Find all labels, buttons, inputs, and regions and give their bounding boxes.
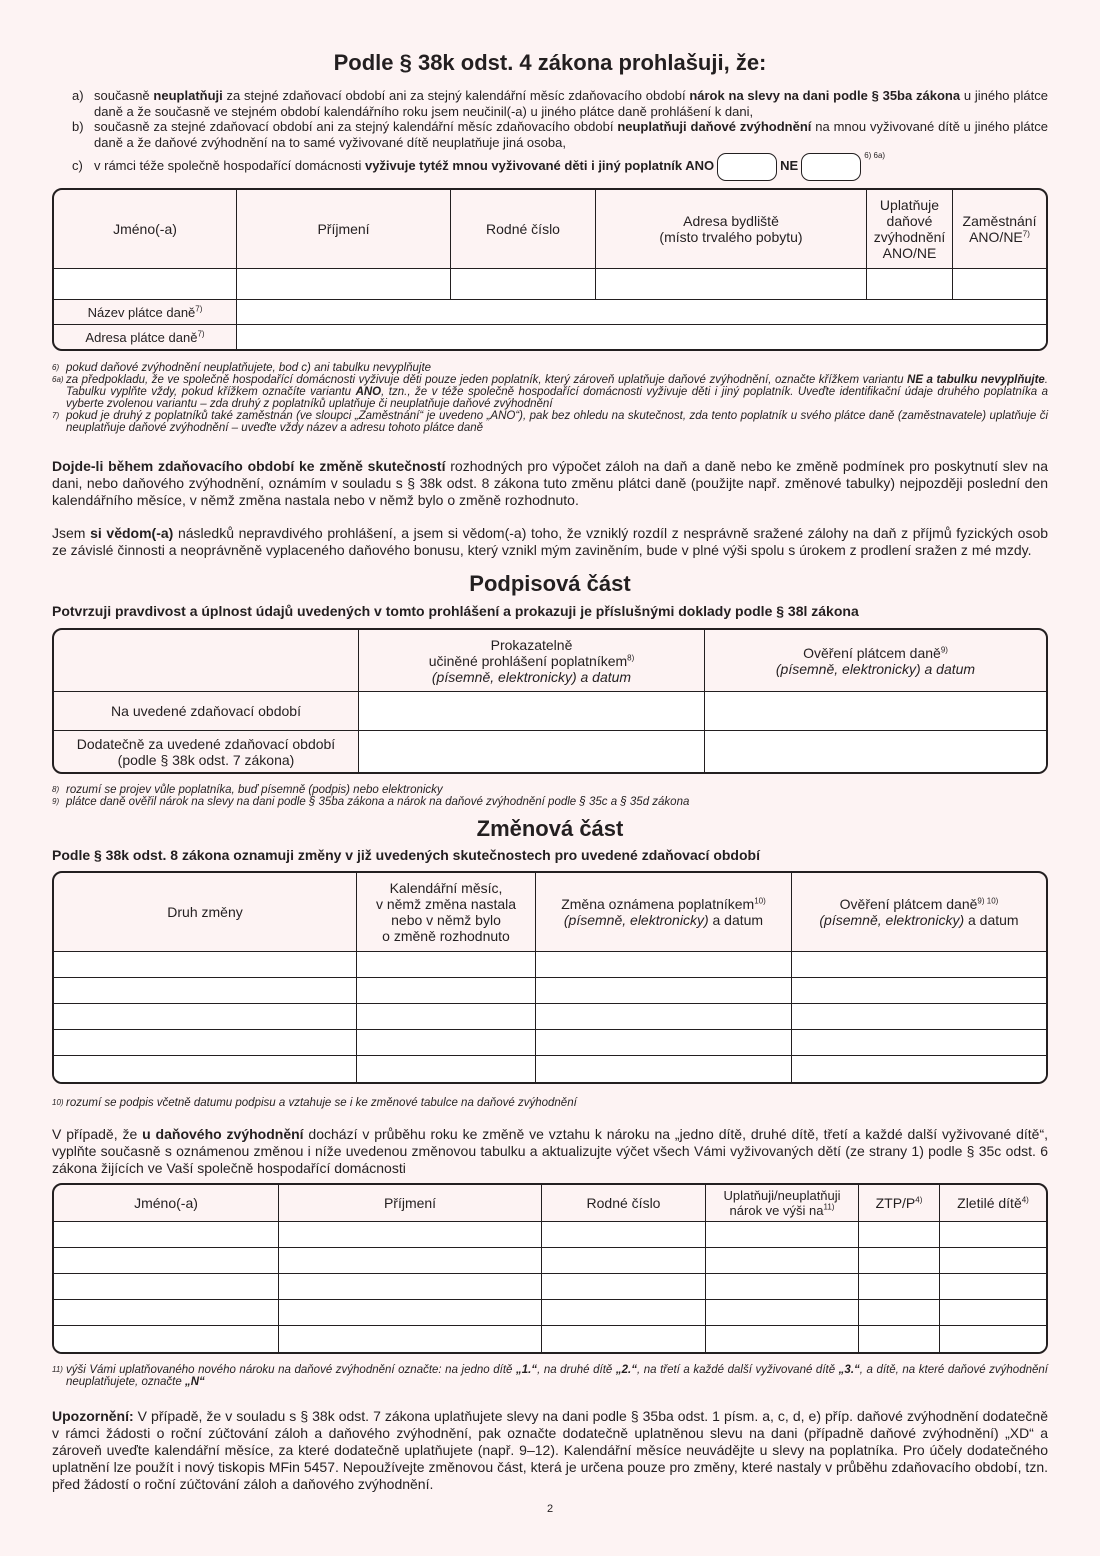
text: Kalendářní měsíc,: [389, 880, 503, 896]
text: Jsem: [52, 525, 91, 541]
page-title: Podle § 38k odst. 4 zákona prohlašuji, že:: [333, 50, 767, 75]
payer-name-label: [54, 300, 237, 325]
text: o změně rozhodnuto: [382, 928, 510, 944]
table-row: [54, 1274, 1046, 1300]
footnote-ref: 7): [195, 304, 203, 314]
signature-subheading: Potvrzuji pravdivost a úplnost údajů uvedených v tomto prohlášení a prokazuji je příslušnými doklady podle § 38l zákona: [52, 603, 859, 619]
footnote: [52, 374, 1048, 410]
cell[interactable]: [940, 1326, 1046, 1352]
payer-address-cell[interactable]: [237, 325, 1046, 349]
change-heading: Změnová část: [476, 816, 624, 841]
cell[interactable]: [940, 1274, 1046, 1300]
footnotes-2: [52, 784, 1048, 808]
warning-paragraph: [52, 1408, 1048, 1493]
cell[interactable]: [279, 1300, 542, 1326]
text: V případě, že: [52, 1126, 143, 1142]
text: , na třetí a každé další vyživované dítě: [636, 1364, 839, 1376]
text: Adresa bydliště: [683, 213, 779, 229]
footnote-mark: 6a): [52, 375, 64, 384]
item-label: a): [72, 88, 84, 103]
text: v němž změna nastala: [375, 896, 517, 912]
table-row: [54, 1300, 1046, 1326]
table-row: [54, 1030, 1046, 1056]
text: nebo v němž bylo: [391, 912, 501, 928]
footnote-ref: 7): [197, 329, 205, 339]
text: V případě, že v souladu s § 38k odst. 7 zákona uplatňujete slevy na dani podle § 35ba odst. 1 písm. a, c, d, e) příp. daňové zvýhodnění dodatečně v rámci žádosti o roční zúčtování záloh a daňového zvýhodnění, pak označte dodatečně uplatněnou slevu na dani (případně daňové zvýhodnění) „XD“ a zároveň uveďte kalendářní měsíce, za které dodatečně uplatňujete (např. 9–12). Kalendářní měsíce neuvádějte u slevy na poplatníka. Pro účely dodatečného uplatnění lze použít i nový tiskopis MFin 5457. Nepoužívejte změnovou část, která je určena pouze pro změny, které nastaly v průběhu zdaňovacího období, tzn. před žádostí o roční zúčtování záloh a daňového zvýhodnění.: [52, 1408, 1048, 1492]
footnote-text: pokud je druhý z poplatníků také zaměstnán (ve sloupci „Zaměstnání“ je uvedeno „ANO“), pak bez ohledu na skutečnost, zda tento poplatník u svého plátce daně (zaměstnavatele) uplatňuje či neuplatňuje daňové zvýhodnění – uveďte vždy název a adresu tohoto plátce daně: [66, 410, 1048, 434]
cell[interactable]: [859, 1222, 940, 1248]
tax-benefit-cell[interactable]: [867, 269, 953, 300]
text: na mnou vyživované dítě u jiného plátce daně a že daňové zvýhodnění na to samé vyživované dítě neuplatňuje jiná osoba,: [94, 119, 1048, 150]
footnote-mark: 7): [52, 411, 60, 420]
footnote-ref: 4): [1021, 1195, 1029, 1205]
text-italic: (písemně, elektronicky): [563, 912, 709, 928]
text-italic: (písemně, elektronicky): [819, 912, 965, 928]
footnote: [52, 796, 1048, 808]
text: Zletilé dítě: [957, 1195, 1022, 1211]
row-label-additional: [54, 731, 359, 772]
footnote: [52, 1097, 1048, 1109]
cell[interactable]: [357, 978, 536, 1004]
footnote-ref: 9) 10): [977, 896, 999, 906]
table-row: [54, 1248, 1046, 1274]
text: současně za stejné zdaňovací období ani za stejný kalendářní měsíc zdaňovacího období: [94, 119, 618, 134]
cell[interactable]: [706, 1326, 859, 1352]
awareness-paragraph: [52, 525, 1048, 559]
footnote-ref: 4): [915, 1195, 923, 1205]
change-table: [52, 871, 1048, 1084]
cell[interactable]: [706, 1300, 859, 1326]
declaration-additional-cell[interactable]: [359, 731, 705, 772]
cell[interactable]: [279, 1222, 542, 1248]
text-bold: neuplatňuji: [153, 88, 223, 103]
text-bold: vyživuje tytéž mnou vyživované děti i jiný poplatník ANO: [364, 158, 715, 173]
surname-cell[interactable]: [237, 269, 451, 300]
cell[interactable]: [54, 1056, 357, 1082]
text: Adresa plátce daně: [85, 329, 198, 345]
footnote-ref: 11): [823, 1202, 835, 1212]
col-header-declaration: [359, 630, 705, 692]
verification-period-cell[interactable]: [705, 692, 1046, 731]
text-bold: „2.“: [615, 1364, 637, 1376]
footnote-text: rozumí se projev vůle poplatníka, buď písemně (podpis) nebo elektronicky: [66, 784, 443, 796]
col-header-change-type: Druh změny: [54, 873, 357, 952]
table-row: [54, 1326, 1046, 1352]
text: Uplatňuji/neuplatňuji: [723, 1188, 841, 1203]
col-header-ztp: [859, 1185, 940, 1222]
col-header-child-birth-number: Rodné číslo: [542, 1185, 706, 1222]
col-header-adult-child: [940, 1185, 1046, 1222]
cell[interactable]: [54, 1248, 279, 1274]
item-text: [94, 119, 1048, 150]
cell[interactable]: [536, 1056, 792, 1082]
change-subheading: Podle § 38k odst. 8 zákona oznamuji změny v již uvedených skutečnostech pro uvedené zdaňovací období: [52, 847, 760, 863]
cell[interactable]: [792, 1056, 1046, 1082]
item-text: [94, 152, 1048, 182]
footnote: [52, 784, 1048, 796]
cell[interactable]: [279, 1248, 542, 1274]
footnote: [52, 410, 1048, 434]
cell[interactable]: [792, 952, 1046, 978]
declaration-item-c: [72, 152, 1048, 182]
cell[interactable]: [536, 978, 792, 1004]
name-cell[interactable]: [54, 269, 237, 300]
cell[interactable]: [536, 1004, 792, 1030]
text-italic: (písemně, elektronicky) a datum: [775, 660, 976, 677]
cell[interactable]: [54, 978, 357, 1004]
payer-address-label: [54, 325, 237, 349]
cell[interactable]: [54, 1030, 357, 1056]
table-row: [54, 1056, 1046, 1082]
cell[interactable]: [279, 1274, 542, 1300]
cell[interactable]: [859, 1326, 940, 1352]
text-bold: „3.“: [838, 1364, 860, 1376]
cell[interactable]: [542, 1326, 706, 1352]
cell[interactable]: [792, 1030, 1046, 1056]
text: Zaměstnání: [962, 213, 1037, 229]
col-header-name: Jméno(-a): [54, 190, 237, 269]
text-bold: si vědom(-a): [90, 525, 174, 541]
text: . Tabulku vyplňte vždy, pokud křížkem označíte variantu: [66, 374, 1048, 398]
cell[interactable]: [859, 1300, 940, 1326]
table-row: [54, 1222, 1046, 1248]
text: Ověření plátcem daně: [803, 644, 941, 661]
text: ANO/NE: [882, 245, 937, 261]
cell[interactable]: [542, 1300, 706, 1326]
col-header-change-verified: [792, 873, 1046, 952]
text: , na druhé dítě: [537, 1364, 616, 1376]
cell[interactable]: [940, 1222, 1046, 1248]
cell[interactable]: [357, 952, 536, 978]
employment-cell[interactable]: [953, 269, 1046, 300]
text-bold: „1.“: [515, 1364, 538, 1376]
cell[interactable]: [357, 1030, 536, 1056]
item-text: [94, 88, 1048, 119]
col-header-employment: [953, 190, 1046, 269]
cell[interactable]: [542, 1248, 706, 1274]
text: rozhodných pro výpočet záloh na daň a daně nebo ke změně podmínek pro poskytnutí slev na dani, nebo daňového zvýhodnění, oznámím v souladu s § 38k odst. 8 zákona tuto změnu plátci daně (použijte např. změnové tabulky) nejpozději poslední den kalendářního měsíce, v němž změna nastala nebo v němž bylo o změně rozhodnuto.: [52, 458, 1048, 508]
text: daňové: [886, 213, 933, 229]
cell[interactable]: [536, 952, 792, 978]
payer-name-cell[interactable]: [237, 300, 1046, 325]
text: v rámci téže společně hospodařící domácnosti: [94, 158, 365, 173]
text: současně: [94, 88, 154, 103]
text: následků nepravdivého prohlášení, a jsem si vědom(-a) toho, že vzniklý rozdíl z nesprávně sražené zálohy na daň z příjmů fyzických osob ze závislé činnosti a neoprávněně vyplaceného daňového bonusu, který vznikl mým zaviněním, bude v plné výši spolu s úrokem z prodlení sražen z mé mzdy.: [52, 525, 1049, 558]
text: a datum: [708, 912, 764, 928]
text: , tzn., že v téže společně hospodařící domácnosti vyživuje děti i jiný poplatník. Uveďte identifikační údaje druhého poplatníka a vyberte zvolenou variantu – zda druhý z poplatníků uplatňuje či neuplatňuje daňové zvýhodnění: [66, 386, 1048, 410]
cell[interactable]: [536, 1030, 792, 1056]
text: dochází v průběhu roku ke změně ve vztahu k nároku na „jedno dítě, druhé dítě, třetí a každé další vyživované dítě“, vyplňte současně s oznámenou změnou i níže uvedenou změnovou tabulku a aktualizujte výčet všech Vámi vyživovaných dětí (ze strany 1) podle § 35c odst. 6 zákona žijících ve Vaší společně hospodařící domácnosti: [52, 1126, 1048, 1176]
footnote-text: pokud daňové zvýhodnění neuplatňujete, bod c) ani tabulku nevyplňujte: [66, 362, 432, 374]
footnote-mark: 6): [52, 363, 60, 372]
text: (místo trvalého pobytu): [659, 229, 803, 245]
verification-additional-cell[interactable]: [705, 731, 1046, 772]
change-duty-paragraph: [52, 458, 1048, 509]
col-header-surname: Příjmení: [237, 190, 451, 269]
text: za stejné zdaňovací období ani za stejný kalendářní měsíc zdaňovacího období: [222, 88, 690, 103]
declaration-item-b: [72, 119, 1048, 150]
other-taxpayer-table: [52, 188, 1048, 351]
text: výši Vámi uplatňovaného nového nároku na daňové zvýhodnění označte: na jedno dítě: [66, 1364, 516, 1376]
text: ANO/NE: [969, 229, 1023, 245]
text: (podle § 38k odst. 7 zákona): [117, 751, 295, 768]
col-header-month: [357, 873, 536, 952]
col-header-address: [596, 190, 867, 269]
cell[interactable]: [54, 952, 357, 978]
footnote-text: plátce daně ověřil nárok na slevy na dani podle § 35ba zákona a nárok na daňové zvýhodnění podle § 35c a § 35d zákona: [66, 796, 690, 808]
row-label-period: Na uvedené zdaňovací období: [54, 692, 359, 731]
col-header-verification: [705, 630, 1046, 692]
tax-benefit-change-paragraph: [52, 1126, 1048, 1177]
text-bold: NE a tabulku nevyplňujte: [907, 374, 1045, 386]
footnote-text: [66, 374, 1048, 410]
cell[interactable]: [54, 1274, 279, 1300]
col-header-tax-benefit: [867, 190, 953, 269]
cell[interactable]: [940, 1300, 1046, 1326]
text: Dodatečně za uvedené zdaňovací období: [76, 735, 336, 752]
cell[interactable]: [357, 1004, 536, 1030]
text: nárok ve výši na: [729, 1203, 824, 1218]
ano-checkbox[interactable]: [717, 153, 777, 181]
signature-table: [52, 628, 1048, 774]
declaration-item-a: [72, 88, 1048, 119]
col-header-child-name: Jméno(-a): [54, 1185, 279, 1222]
text-italic: (písemně, elektronicky) a datum: [431, 668, 632, 685]
cell[interactable]: [279, 1326, 542, 1352]
cell[interactable]: [54, 1222, 279, 1248]
address-cell[interactable]: [596, 269, 867, 300]
text: a datum: [964, 912, 1019, 928]
footnote-ref: 10): [754, 896, 766, 906]
text: u jiného plátce daně a že současně ve stejném období kalendářního roku jsem neučinil(-a) u jiného plátce daně prohlášení k dani,: [94, 88, 1048, 119]
table-row: [54, 952, 1046, 978]
footnotes-4: [52, 1364, 1048, 1388]
cell[interactable]: [706, 1222, 859, 1248]
item-label: b): [72, 119, 84, 134]
footnote-mark: 11): [52, 1365, 63, 1374]
text: ZTP/P: [875, 1195, 916, 1211]
text-bold: Dojde-li během zdaňovacího období ke změně skutečností: [52, 458, 446, 474]
text-bold: Upozornění:: [52, 1408, 134, 1424]
text-bold: „N“: [184, 1376, 205, 1388]
signature-heading: Podpisová část: [469, 571, 631, 596]
cell[interactable]: [54, 1300, 279, 1326]
footnotes-3: [52, 1097, 1048, 1109]
text: zvýhodnění: [873, 229, 946, 245]
text-bold: nárok na slevy na dani podle § 35ba zákona: [689, 88, 961, 103]
declaration-period-cell[interactable]: [359, 692, 705, 731]
cell[interactable]: [542, 1222, 706, 1248]
footnote: [52, 362, 1048, 374]
footnotes-1: [52, 362, 1048, 434]
children-change-table: [52, 1183, 1048, 1354]
footnote-ref: 7): [1022, 229, 1030, 239]
footnote-ref: 6) 6a): [864, 151, 886, 160]
text: Prokazatelně: [490, 636, 573, 653]
col-header-claim: [706, 1185, 859, 1222]
cell[interactable]: [542, 1274, 706, 1300]
footnote-ref: 9): [940, 644, 948, 654]
declaration-list: [72, 88, 1048, 182]
table-row: [54, 978, 1046, 1004]
page-number: 2: [546, 1503, 554, 1515]
footnote-mark: 10): [52, 1098, 64, 1107]
cell[interactable]: [706, 1248, 859, 1274]
cell[interactable]: [792, 1004, 1046, 1030]
corner-cell: [54, 630, 359, 692]
text: Změna oznámena poplatníkem: [561, 896, 755, 912]
footnote: [52, 1364, 1048, 1388]
ne-checkbox[interactable]: [801, 153, 861, 181]
text: za předpokladu, že ve společně hospodařící domácnosti vyživuje děti pouze jeden poplatník, který zároveň uplatňuje daňové zvýhodnění, označte křížkem variantu: [66, 374, 908, 386]
birth-number-cell[interactable]: [451, 269, 596, 300]
text: Ověření plátcem daně: [839, 896, 978, 912]
cell[interactable]: [859, 1274, 940, 1300]
cell[interactable]: [54, 1326, 279, 1352]
text-bold: ANO: [355, 386, 382, 398]
cell[interactable]: [792, 978, 1046, 1004]
footnote-mark: 9): [52, 797, 60, 806]
cell[interactable]: [940, 1248, 1046, 1274]
footnote-mark: 8): [52, 785, 60, 794]
text: , a dítě, na které daňové zvýhodnění neuplatňujete, označte: [66, 1364, 1048, 1388]
text-bold: neuplatňuji daňové zvýhodnění: [617, 119, 812, 134]
text: Uplatňuje: [879, 197, 940, 213]
cell[interactable]: [859, 1248, 940, 1274]
cell[interactable]: [357, 1056, 536, 1082]
cell[interactable]: [706, 1274, 859, 1300]
col-header-change-reported: [536, 873, 792, 952]
text: učiněné prohlášení poplatníkem: [428, 652, 628, 669]
footnote-text: rozumí se podpis včetně datumu podpisu a vztahuje se i ke změnové tabulce na daňové zvýhodnění: [66, 1097, 577, 1109]
table-row: [54, 1004, 1046, 1030]
text-bold: u daňového zvýhodnění: [142, 1126, 304, 1142]
ne-label: NE: [780, 158, 799, 173]
cell[interactable]: [54, 1004, 357, 1030]
col-header-child-surname: Příjmení: [279, 1185, 542, 1222]
footnote-text: [66, 1364, 1048, 1388]
footnote-ref: 8): [627, 652, 635, 662]
text: Název plátce daně: [87, 304, 196, 320]
item-label: c): [72, 158, 83, 173]
col-header-birth-number: Rodné číslo: [451, 190, 596, 269]
